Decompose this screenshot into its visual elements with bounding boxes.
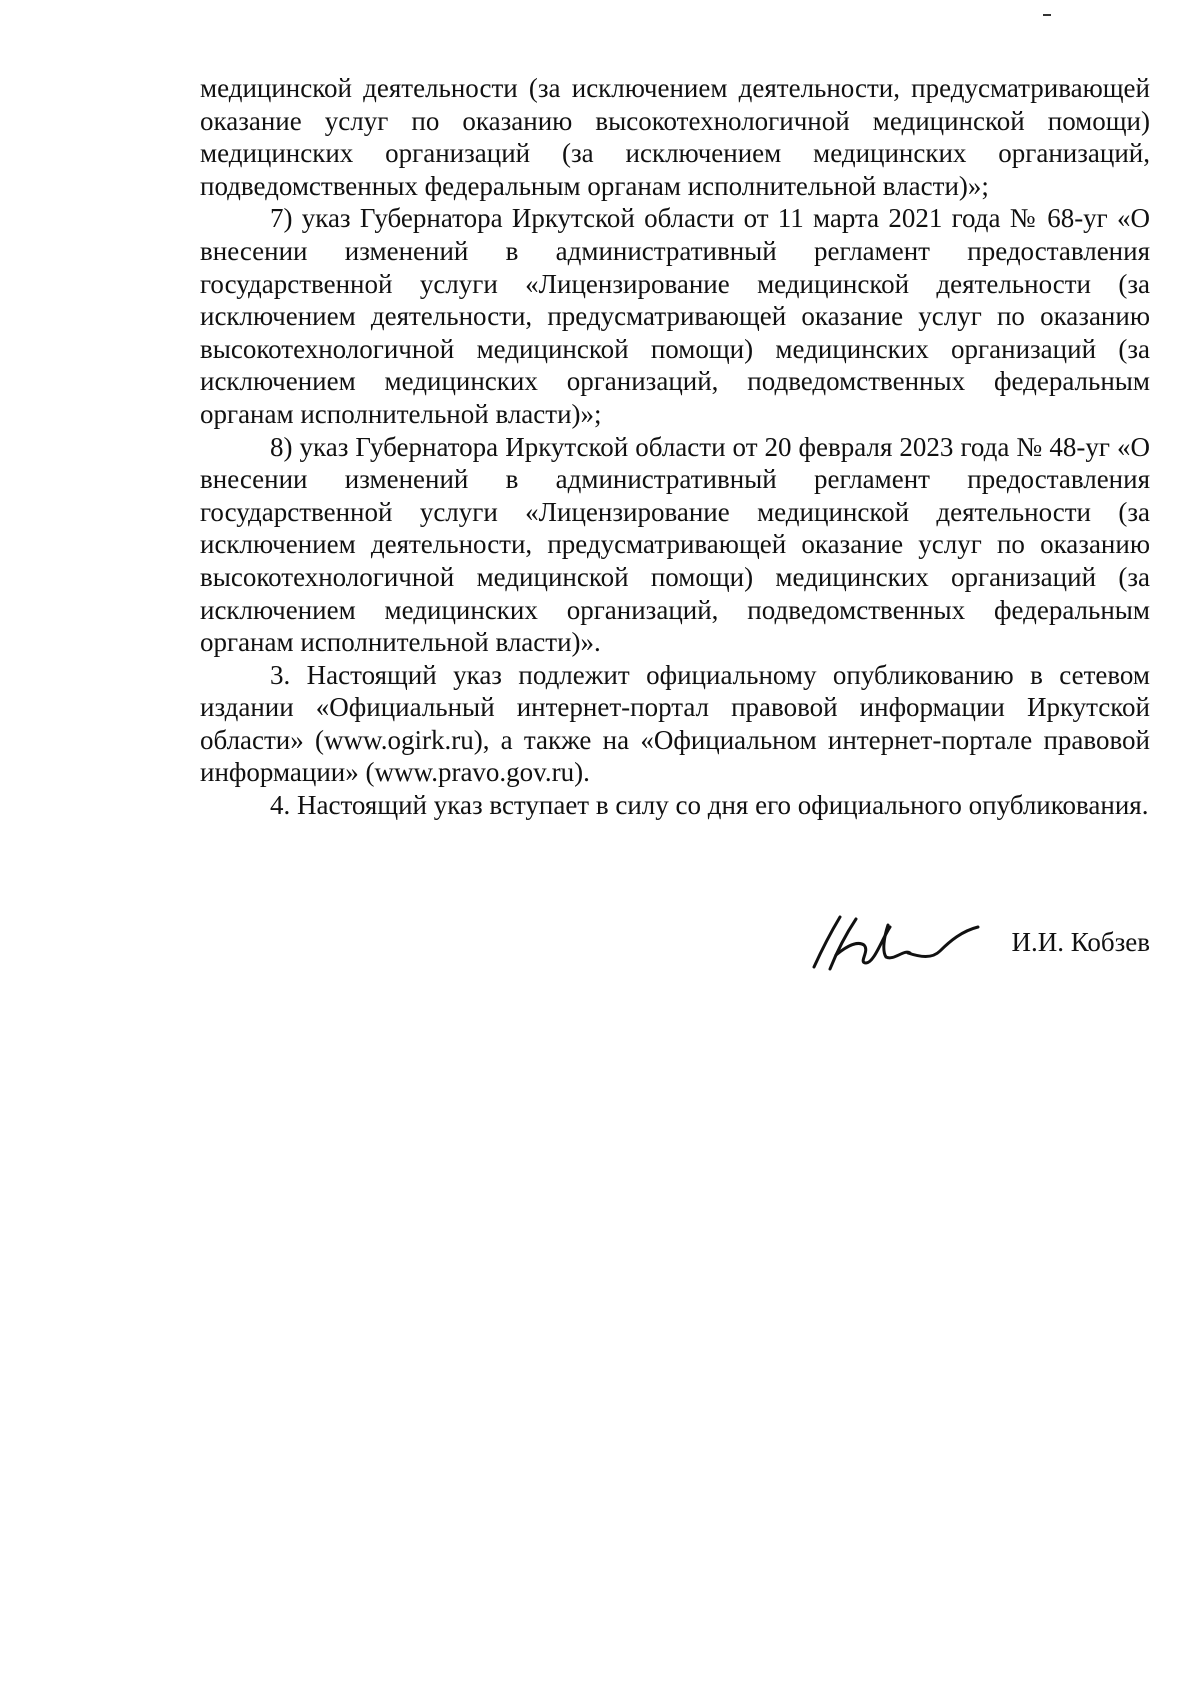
paragraph-continuation: медицинской деятельности (за исключением деятельности, предусматривающей оказание услуг по оказанию высокотехнологичной медицинской помощи) медицинских организаций (за исключением медицинских организаций, подведомственных федеральным органам исполнительной власти)»; bbox=[200, 73, 1150, 201]
signer-name: И.И. Кобзев bbox=[1011, 927, 1150, 957]
handwritten-signature bbox=[800, 905, 990, 983]
signature-block bbox=[800, 905, 1150, 985]
document-body bbox=[200, 72, 1150, 822]
page-mark bbox=[1043, 14, 1051, 16]
paragraph-point-3: 3. Настоящий указ подлежит официальному опубликованию в сетевом издании «Официальный интернет-портал правовой информации Иркутской области» (www.ogirk.ru), а также на «Официальном интернет-портале правовой информации» (www.pravo.gov.ru). bbox=[200, 659, 1150, 788]
paragraph-item-7: 7) указ Губернатора Иркутской области от 11 марта 2021 года № 68-уг «О внесении изменений в административный регламент предоставления государственной услуги «Лицензирование медицинской деятельности (за исключением деятельности, предусматривающей оказание услуг по оказанию высокотехнологичной медицинской помощи) медицинских организаций (за исключением медицинских организаций, подведомственных федеральным органам исполнительной власти)»; bbox=[200, 203, 1150, 429]
paragraph-point-4: 4. Настоящий указ вступает в силу со дня его официального опубликования. bbox=[270, 790, 1149, 821]
paragraph-item-8: 8) указ Губернатора Иркутской области от 20 февраля 2023 года № 48-уг «О внесении изменений в административный регламент предоставления государственной услуги «Лицензирование медицинской деятельности (за исключением деятельности, предусматривающей оказание услуг по оказанию высокотехнологичной медицинской помощи) медицинских организаций (за исключением медицинских организаций, подведомственных федеральным органам исполнительной власти)». bbox=[200, 431, 1150, 658]
